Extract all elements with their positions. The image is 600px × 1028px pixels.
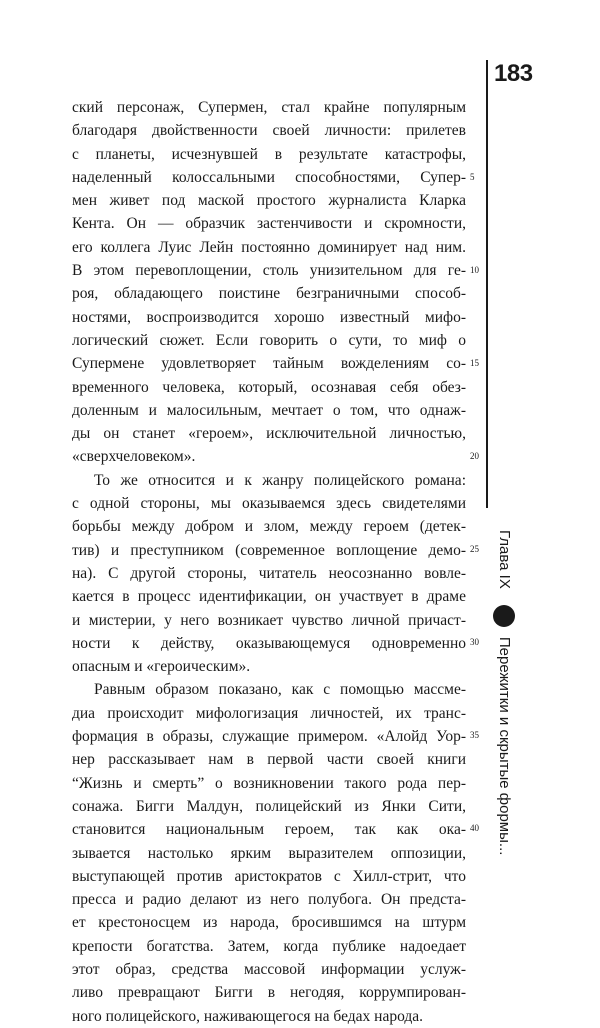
text-line: формация в образы, служащие примером. «Алойд Уор- (72, 728, 466, 746)
text-line: логический сюжет. Если говорить о сути, то миф о (72, 331, 466, 349)
text-line: опасным и «героическим». (72, 658, 251, 676)
text-line: и мистерии, у него возникает чувство личной причаст- (72, 611, 466, 629)
line-number: 15 (470, 358, 479, 368)
section-title: Пережитки и скрытые формы... (496, 636, 513, 856)
text-line: “Жизнь и смерть” о возникновении такого рода пер- (72, 774, 466, 792)
text-line: ности к действу, оказывающемуся одновременно (72, 634, 466, 652)
line-number: 40 (470, 823, 479, 833)
text-line: нер рассказывает нам в первой части своей книги (72, 751, 466, 769)
text-line: ский персонаж, Супермен, стал крайне популярным (72, 99, 466, 116)
text-line: благодаря двойственности своей личности: прилетев (72, 122, 466, 140)
text-line: Кента. Он — образчик застенчивости и скромности, (72, 215, 466, 233)
text-line: роя, обладающего поистине безграничными способ- (72, 285, 466, 303)
line-number: 25 (470, 544, 479, 554)
text-line: становится национальным героем, так как ока- (72, 821, 466, 839)
text-line: с одной стороны, мы оказываемся здесь свидетелями (72, 495, 466, 513)
text-line: То же относится и к жанру полицейского романа: (94, 471, 466, 489)
text-line: Равным образом показано, как с помощью массме- (94, 681, 466, 699)
text-line: ного полицейского, наживающегося на бедах народа. (72, 1007, 424, 1025)
text-line: ет крестоносцем из народа, бросившимся на штурм (72, 914, 466, 932)
chapter-label: Глава IX (496, 530, 513, 589)
text-line: пресса и радио делают из него полубога. Он предста- (72, 891, 466, 909)
text-line: сонажа. Бигги Малдун, полицейский из Янки Сити, (72, 797, 466, 815)
text-line: тив) и преступником (современное воплощение демо- (72, 541, 466, 559)
text-line: доленным и малосильным, мечтает о том, что однаж- (72, 401, 466, 419)
text-line: Супермене удовлетворяет тайным вожделениям со- (72, 355, 466, 373)
text-line: кается в процесс идентификации, он участвует в драме (72, 588, 466, 606)
line-number: 35 (470, 730, 479, 740)
text-line: крепости богатства. Затем, когда публике надоедает (72, 937, 466, 955)
text-line: этот образ, средства массовой информации услуж- (72, 960, 466, 978)
text-line: «сверхчеловеком». (72, 448, 196, 466)
text-line: ностями, воспроизводится хорошо известный мифо- (72, 308, 466, 326)
text-line: ды он станет «героем», исключительной личностью, (72, 425, 466, 443)
text-line: зывается настолько ярким выразителем оппозиции, (72, 844, 466, 862)
text-line: на). С другой стороны, читатель неосознанно вовле- (72, 564, 466, 582)
line-number: 5 (470, 172, 475, 182)
text-line: выступающей против аристократов с Хилл-стрит, что (72, 867, 466, 885)
margin-rule (486, 78, 488, 508)
text-line: диа происходит мифологизация личностей, их транс- (72, 704, 466, 722)
page-number: 183 (494, 60, 533, 87)
line-number: 30 (470, 637, 479, 647)
text-line: его коллега Луис Лейн постоянно доминирует над ним. (72, 238, 466, 256)
text-line: мен живет под маской простого журналиста Кларка (72, 192, 466, 210)
text-line: наделенный колоссальными способностями, Супер- (72, 168, 466, 186)
line-number: 10 (470, 265, 479, 275)
text-line: ливо превращают Бигги в негодяя, коррумпирован- (72, 984, 466, 1002)
text-line: с планеты, исчезнувшей в результате катастрофы, (72, 145, 466, 163)
chapter-marker-icon (493, 605, 515, 627)
text-line: борьбы между добром и злом, между героем (детек- (72, 518, 466, 536)
body-text (72, 96, 466, 1028)
running-head (486, 530, 516, 856)
line-number: 20 (470, 451, 479, 461)
text-line: В этом перевоплощении, столь унизительном для ге- (72, 262, 466, 280)
text-line: временного человека, который, осознавая себя обез- (72, 378, 466, 396)
